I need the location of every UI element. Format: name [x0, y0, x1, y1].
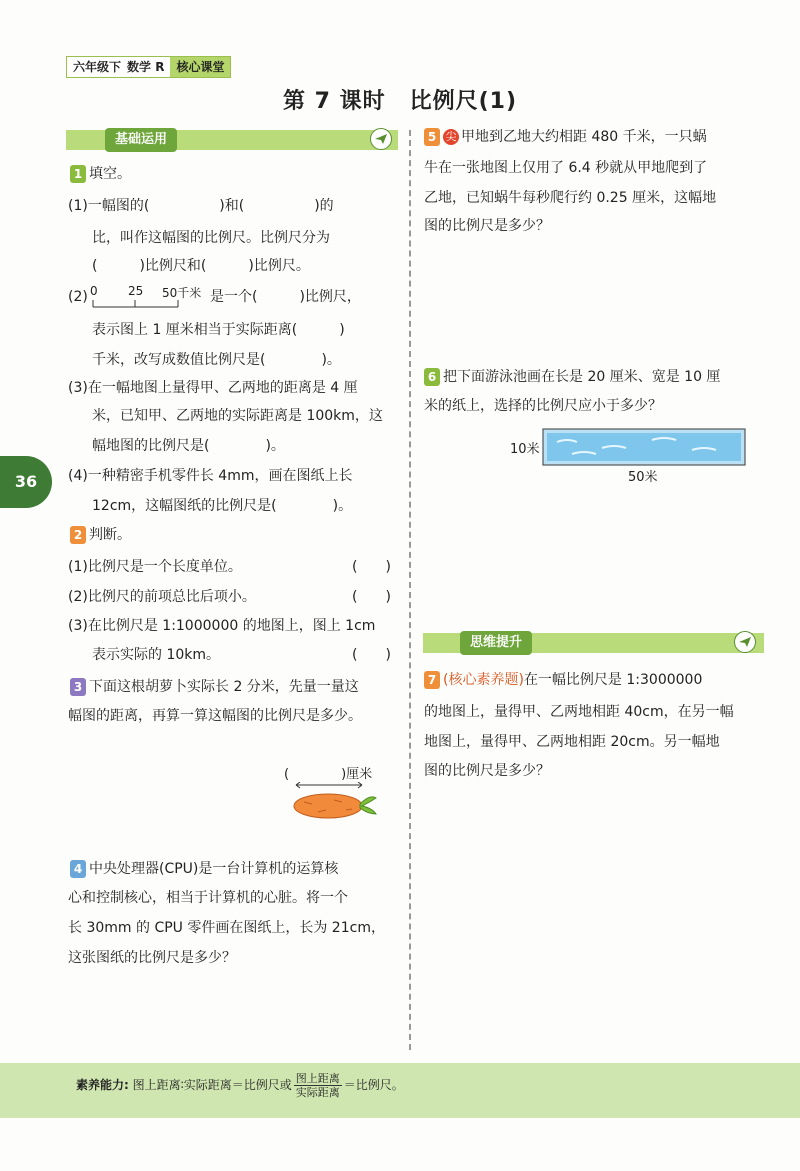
q7-line1	[424, 670, 702, 690]
difficulty-badge: 尖	[443, 129, 459, 145]
q6-line: 米的纸上，选择的比例尺应小于多少？	[424, 398, 662, 414]
q6-text: 把下面游泳池画在长是 20 厘米、宽是 10 厘	[443, 369, 721, 385]
q4-number: 4	[70, 860, 86, 878]
carrot-image	[290, 782, 380, 822]
q1-line-prefix: (2)	[68, 289, 88, 305]
q4-text: 中央处理器(CPU)是一台计算机的运算核	[89, 861, 339, 877]
header-subject: 数学 R	[127, 57, 170, 77]
q3-line1	[70, 677, 359, 697]
q2-item: 表示实际的 10km。	[92, 647, 221, 663]
q7-line: 的地图上，量得甲、乙两地相距 40cm，在另一幅	[424, 704, 734, 720]
q2-answer-paren: ( )	[352, 559, 391, 575]
q1-line: 米，已知甲、乙两地的实际距离是 100km，这	[92, 408, 383, 424]
q5-line: 牛在一张地图上仅用了 6.4 秒就从甲地爬到了	[424, 160, 708, 176]
page-title	[0, 84, 800, 115]
q1-scale-line	[68, 287, 88, 307]
q5-number: 5	[424, 128, 440, 146]
q2-heading	[70, 525, 131, 545]
q5-line1	[424, 127, 707, 147]
q1-number: 1	[70, 165, 86, 183]
q1-line: 比，叫作这幅图的比例尺。比例尺分为	[92, 230, 330, 246]
q2-head: 判断。	[89, 527, 131, 543]
q5-text: 甲地到乙地大约相距 480 千米，一只蜗	[461, 129, 707, 145]
page-number: 36	[0, 456, 52, 508]
pool-length-label: 50米	[628, 470, 658, 485]
paper-plane-icon	[370, 128, 392, 150]
q1-line: ( )比例尺和( )比例尺。	[92, 258, 310, 274]
q1-line: (1)一幅图的( )和( )的	[68, 198, 334, 214]
header-series: 核心课堂	[170, 57, 230, 77]
q7-line: 图的比例尺是多少？	[424, 763, 550, 779]
q4-line: 心和控制核心，相当于计算机的心脏。将一个	[68, 890, 348, 906]
q2-item: (1)比例尺是一个长度单位。	[68, 559, 242, 575]
q3-line: 幅图的距离，再算一算这幅图的比例尺是多少。	[68, 708, 362, 724]
q1-line: (3)在一幅地图上量得甲、乙两地的距离是 4 厘	[68, 380, 358, 396]
q1-line: 千米，改写成数值比例尺是( )。	[92, 352, 341, 368]
column-divider	[409, 130, 411, 1050]
q1-head: 填空。	[89, 166, 131, 182]
footer-note	[76, 1071, 404, 1099]
paper-plane-icon	[734, 631, 756, 653]
q2-item: (3)在比例尺是 1:1000000 的地图上，图上 1cm	[68, 618, 376, 634]
q6-line1	[424, 367, 720, 387]
q5-line: 图的比例尺是多少？	[424, 218, 550, 234]
q7-number: 7	[424, 671, 440, 689]
q1-line: 是一个( )比例尺，	[210, 289, 361, 305]
section-title-basic: 基础运用	[105, 128, 177, 152]
scale-tick-label: 0	[90, 284, 98, 298]
line-scale-figure	[90, 284, 206, 310]
q2-item: (2)比例尺的前项总比后项小。	[68, 589, 256, 605]
q1-line: 幅地图的比例尺是( )。	[92, 438, 285, 454]
footer-fraction	[294, 1072, 342, 1099]
q3-text: 下面这根胡萝卜实际长 2 分米，先量一量这	[89, 679, 359, 695]
footer-label: 素养能力:	[76, 1078, 129, 1092]
header-bar	[66, 56, 231, 78]
q7-line: 地图上，量得甲、乙两地相距 20cm。另一幅地	[424, 734, 720, 750]
lesson-number: 第 7 课时	[282, 89, 386, 114]
header-grade: 六年级下	[67, 57, 127, 77]
scale-tick-label: 25	[128, 284, 144, 298]
pool-width-label: 10米	[510, 442, 540, 457]
footer-text: ＝比例尺。	[343, 1078, 404, 1092]
q6-number: 6	[424, 368, 440, 386]
q1-line: 12cm，这幅图纸的比例尺是( )。	[92, 498, 353, 514]
scale-tick-label: 50千米	[162, 286, 202, 300]
swimming-pool-image	[542, 428, 746, 466]
fraction-numerator: 图上距离	[295, 1072, 340, 1085]
section-title-thinking: 思维提升	[460, 631, 532, 655]
q2-answer-paren: ( )	[352, 589, 391, 605]
q3-number: 3	[70, 678, 86, 696]
q2-answer-paren: ( )	[352, 647, 391, 663]
q3-measure-blank: ( )厘米	[284, 767, 373, 782]
fraction-denominator: 实际距离	[295, 1086, 340, 1099]
footer-text: 图上距离∶实际距离＝比例尺或	[132, 1078, 292, 1092]
q7-text: 在一幅比例尺是 1:3000000	[523, 672, 703, 688]
q7-tag: (核心素养题)	[443, 672, 524, 688]
q4-line: 这张图纸的比例尺是多少？	[68, 950, 236, 966]
q1-heading	[70, 164, 131, 184]
q4-line: 长 30mm 的 CPU 零件画在图纸上，长为 21cm，	[68, 920, 385, 936]
q2-number: 2	[70, 526, 86, 544]
lesson-topic: 比例尺(1)	[409, 89, 518, 114]
q1-line: (4)一种精密手机零件长 4mm，画在图纸上长	[68, 468, 353, 484]
q1-line: 表示图上 1 厘米相当于实际距离( )	[92, 322, 345, 338]
q5-line: 乙地，已知蜗牛每秒爬行约 0.25 厘米，这幅地	[424, 190, 717, 206]
q4-line1	[70, 859, 338, 879]
